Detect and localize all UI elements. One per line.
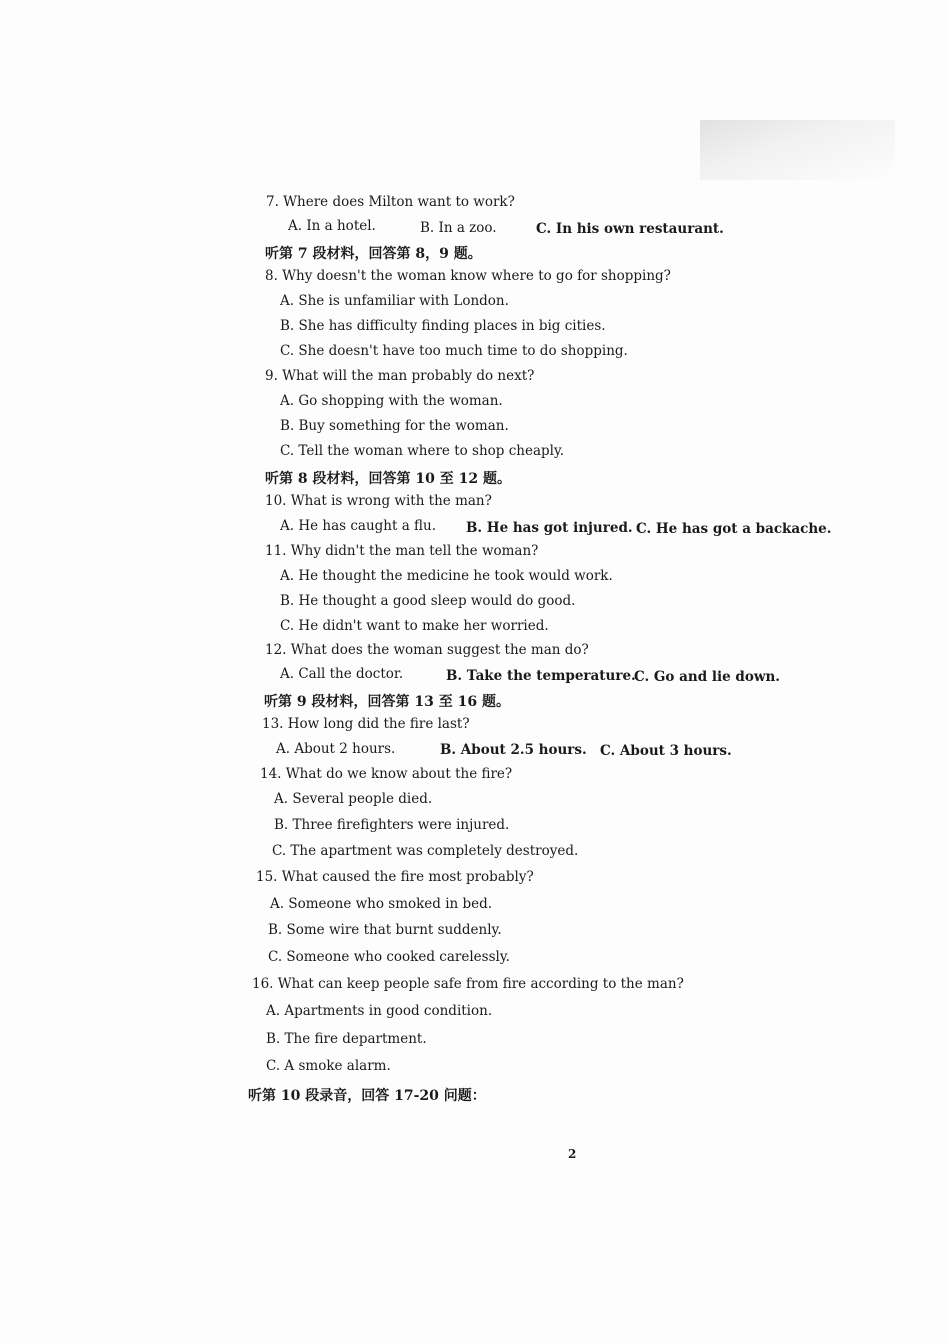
q7-option-a: A. In a hotel. bbox=[288, 218, 376, 234]
section-9-header: 听第 9 段材料，回答第 13 至 16 题。 bbox=[264, 694, 510, 710]
q10-option-b: B. He has got injured. bbox=[466, 520, 633, 536]
q12-option-a: A. Call the doctor. bbox=[280, 666, 404, 682]
question-11: 11. Why didn't the man tell the woman? bbox=[265, 543, 539, 559]
q11-option-a: A. He thought the medicine he took would work. bbox=[280, 568, 613, 584]
q10-option-c: C. He has got a backache. bbox=[636, 521, 832, 537]
question-10: 10. What is wrong with the man? bbox=[265, 493, 492, 509]
q8-option-a: A. She is unfamiliar with London. bbox=[280, 293, 509, 309]
q8-option-c: C. She doesn't have too much time to do shopping. bbox=[280, 343, 628, 359]
q16-option-c: C. A smoke alarm. bbox=[266, 1058, 391, 1074]
q11-option-c: C. He didn't want to make her worried. bbox=[280, 618, 549, 634]
q10-option-a: A. He has caught a flu. bbox=[280, 518, 437, 534]
q8-option-b: B. She has difficulty finding places in big cities. bbox=[280, 318, 606, 334]
q7-option-b: B. In a zoo. bbox=[420, 220, 497, 236]
q12-option-b: B. Take the temperature. bbox=[446, 668, 636, 684]
q13-option-b: B. About 2.5 hours. bbox=[440, 742, 587, 758]
q9-option-a: A. Go shopping with the woman. bbox=[280, 393, 503, 409]
q14-option-a: A. Several people died. bbox=[274, 791, 433, 807]
q15-option-a: A. Someone who smoked in bed. bbox=[270, 896, 493, 912]
page-number: 2 bbox=[568, 1147, 577, 1161]
question-16: 16. What can keep people safe from fire according to the man? bbox=[252, 976, 684, 992]
q16-option-a: A. Apartments in good condition. bbox=[266, 1003, 493, 1019]
section-7-header: 听第 7 段材料，回答第 8，9 题。 bbox=[265, 246, 482, 262]
section-8-header: 听第 8 段材料，回答第 10 至 12 题。 bbox=[265, 471, 511, 487]
q13-option-a: A. About 2 hours. bbox=[276, 741, 396, 757]
scan-shadow bbox=[700, 120, 895, 180]
question-7: 7. Where does Milton want to work? bbox=[266, 194, 515, 210]
q15-option-b: B. Some wire that burnt suddenly. bbox=[268, 922, 502, 938]
q15-option-c: C. Someone who cooked carelessly. bbox=[268, 949, 510, 965]
q13-option-c: C. About 3 hours. bbox=[600, 743, 732, 759]
q9-option-b: B. Buy something for the woman. bbox=[280, 418, 509, 434]
q9-option-c: C. Tell the woman where to shop cheaply. bbox=[280, 443, 565, 459]
question-8: 8. Why doesn't the woman know where to go for shopping? bbox=[265, 268, 671, 284]
question-9: 9. What will the man probably do next? bbox=[265, 368, 535, 384]
q14-option-b: B. Three firefighters were injured. bbox=[274, 817, 510, 833]
section-10-header: 听第 10 段录音，回答 17-20 问题： bbox=[248, 1088, 486, 1104]
question-15: 15. What caused the fire most probably? bbox=[256, 869, 534, 885]
q7-option-c: C. In his own restaurant. bbox=[536, 221, 724, 237]
q14-option-c: C. The apartment was completely destroyed. bbox=[272, 843, 579, 859]
question-12: 12. What does the woman suggest the man do? bbox=[265, 642, 589, 658]
q11-option-b: B. He thought a good sleep would do good. bbox=[280, 593, 576, 609]
question-13: 13. How long did the fire last? bbox=[262, 716, 470, 732]
question-14: 14. What do we know about the fire? bbox=[260, 766, 513, 782]
q16-option-b: B. The fire department. bbox=[266, 1031, 427, 1047]
q12-option-c: C. Go and lie down. bbox=[634, 669, 780, 685]
